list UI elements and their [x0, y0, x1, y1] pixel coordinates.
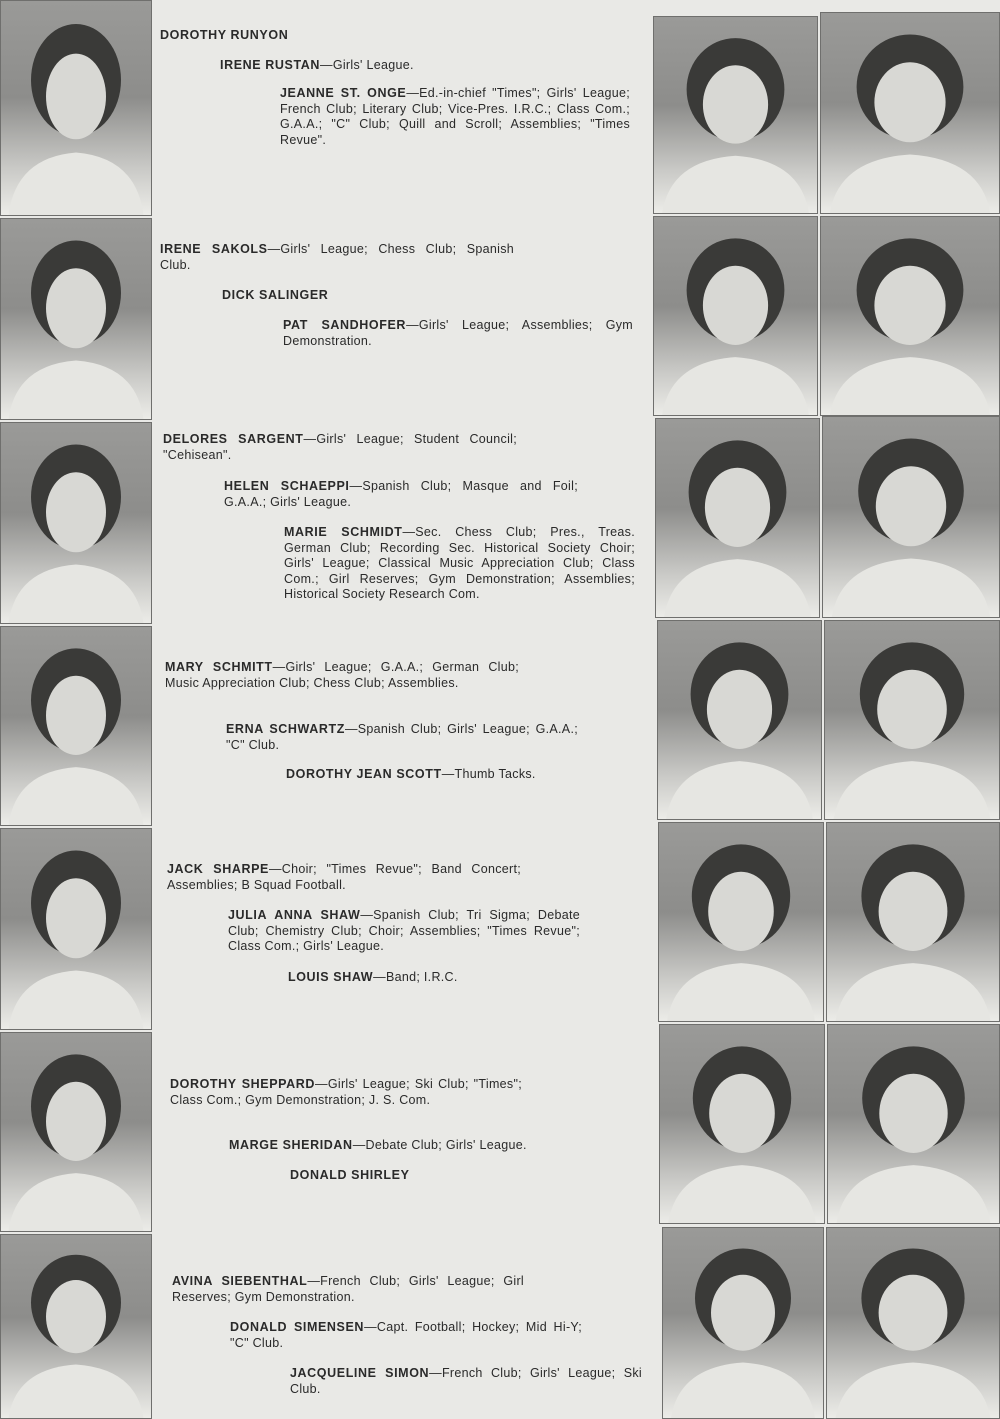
student-entry — [163, 432, 517, 463]
student-activities: —Debate Club; Girls' League. — [352, 1138, 527, 1152]
student-activities: —Girls' League; Chess Club; Spanish Club. — [160, 242, 515, 272]
portrait-silhouette — [1, 829, 151, 1029]
student-name: MARY SCHMITT — [165, 660, 273, 674]
student-activities: —Ed.-in-chief "Times"; Girls' League; French Club; Literary Club; Vice-Pres. I.R.C.; Class Com.; G.A.A.; "C" Club; Quill and Scroll; Assemblies; "Times Revue". — [280, 86, 630, 147]
student-entry — [222, 288, 622, 304]
student-name: MARGE SHERIDAN — [229, 1138, 353, 1152]
portrait-photo — [820, 12, 1000, 214]
portrait-silhouette — [1, 627, 151, 825]
student-name: JULIA ANNA SHAW — [228, 908, 361, 922]
portrait-silhouette — [825, 621, 999, 819]
student-activities: —Thumb Tacks. — [441, 767, 536, 781]
portrait-silhouette — [1, 219, 151, 419]
student-activities: —Girls' League; Student Council; "Cehisean". — [163, 432, 518, 462]
student-entry — [167, 862, 521, 893]
student-activities: —Girls' League; Assemblies; Gym Demonstration. — [283, 318, 634, 348]
portrait-photo — [653, 16, 818, 214]
student-name: DONALD SHIRLEY — [290, 1168, 410, 1182]
portrait-photo — [657, 620, 822, 820]
student-name: JACK SHARPE — [167, 862, 269, 876]
student-activities: —Girls' League. — [320, 58, 414, 72]
portrait-photo — [655, 418, 820, 618]
portrait-silhouette — [658, 621, 821, 819]
student-activities: —Spanish Club; Girls' League; G.A.A.; "C" Club. — [226, 722, 578, 752]
student-name: IRENE SAKOLS — [160, 242, 268, 256]
portrait-photo — [826, 822, 1000, 1022]
student-name: ERNA SCHWARTZ — [226, 722, 345, 736]
student-entry — [288, 970, 628, 986]
student-name: DICK SALINGER — [222, 288, 329, 302]
portrait-silhouette — [654, 17, 817, 213]
student-entry — [230, 1320, 582, 1351]
student-entry — [229, 1138, 609, 1154]
portrait-silhouette — [659, 823, 823, 1021]
student-entry — [224, 479, 578, 510]
portrait-silhouette — [1, 423, 151, 623]
portrait-silhouette — [656, 419, 819, 617]
student-name: JEANNE ST. ONGE — [280, 86, 407, 100]
portrait-photo — [822, 416, 1000, 618]
portrait-photo — [0, 422, 152, 624]
student-entry — [290, 1366, 642, 1397]
student-entry — [280, 86, 630, 148]
portrait-silhouette — [821, 217, 999, 415]
portrait-photo — [826, 1227, 1000, 1419]
student-name: DOROTHY RUNYON — [160, 28, 289, 42]
portrait-silhouette — [654, 217, 817, 415]
student-name: DELORES SARGENT — [163, 432, 304, 446]
student-entry — [160, 28, 580, 44]
portrait-photo — [658, 822, 824, 1022]
student-name: LOUIS SHAW — [288, 970, 374, 984]
portrait-photo — [0, 218, 152, 420]
student-name: PAT SANDHOFER — [283, 318, 407, 332]
portrait-silhouette — [828, 1025, 999, 1223]
student-entry — [286, 767, 636, 783]
portrait-photo — [824, 620, 1000, 820]
portrait-photo — [0, 0, 152, 216]
portrait-photo — [659, 1024, 825, 1224]
student-activities: —Spanish Club; Tri Sigma; Debate Club; Chemistry Club; Choir; Assemblies; "Times Revue"; Class Com.; Girls' League. — [228, 908, 580, 953]
student-name: AVINA SIEBENTHAL — [172, 1274, 308, 1288]
portrait-photo — [827, 1024, 1000, 1224]
student-entry — [172, 1274, 524, 1305]
student-activities: —Sec. Chess Club; Pres., Treas. German Club; Recording Sec. Historical Society Choir; Girls' League; Classical Music Appreciation Club; Class Com.; Girl Reserves; Gym Demonstration; Assemblies; Historical Society Research Com. — [284, 525, 635, 601]
portrait-silhouette — [827, 1228, 999, 1418]
student-activities: —Girls' League; Ski Club; "Times"; Class Com.; Gym Demonstration; J. S. Com. — [170, 1077, 522, 1107]
student-name: DONALD SIMENSEN — [230, 1320, 365, 1334]
portrait-silhouette — [823, 417, 999, 617]
student-entry — [228, 908, 580, 955]
student-entry — [220, 58, 630, 74]
student-name: HELEN SCHAEPPI — [224, 479, 350, 493]
portrait-photo — [0, 626, 152, 826]
student-entry — [165, 660, 519, 691]
portrait-silhouette — [1, 1, 151, 215]
student-activities: —Band; I.R.C. — [373, 970, 458, 984]
portrait-photo — [0, 828, 152, 1030]
student-name: DOROTHY SHEPPARD — [170, 1077, 316, 1091]
student-activities: —Choir; "Times Revue"; Band Concert; Assemblies; B Squad Football. — [167, 862, 522, 892]
student-activities: —French Club; Girls' League; Ski Club. — [290, 1366, 642, 1396]
portrait-photo — [0, 1032, 152, 1232]
portrait-silhouette — [1, 1033, 151, 1231]
portrait-silhouette — [821, 13, 999, 213]
student-activities: —Girls' League; G.A.A.; German Club; Music Appreciation Club; Chess Club; Assemblies. — [165, 660, 519, 690]
student-activities: —Spanish Club; Masque and Foil; G.A.A.; Girls' League. — [224, 479, 578, 509]
student-name: DOROTHY JEAN SCOTT — [286, 767, 442, 781]
student-activities: —French Club; Girls' League; Girl Reserves; Gym Demonstration. — [172, 1274, 525, 1304]
student-entry — [226, 722, 578, 753]
portrait-photo — [0, 1234, 152, 1419]
student-entry — [290, 1168, 630, 1184]
portrait-photo — [653, 216, 818, 416]
student-entry — [284, 525, 635, 603]
portrait-silhouette — [1, 1235, 151, 1418]
portrait-silhouette — [827, 823, 999, 1021]
student-name: IRENE RUSTAN — [220, 58, 321, 72]
student-entry — [170, 1077, 522, 1108]
portrait-silhouette — [660, 1025, 824, 1223]
student-entry — [160, 242, 514, 273]
portrait-silhouette — [663, 1228, 823, 1418]
student-activities: —Capt. Football; Hockey; Mid Hi-Y; "C" Club. — [230, 1320, 583, 1350]
student-entry — [283, 318, 633, 349]
student-name: MARIE SCHMIDT — [284, 525, 403, 539]
portrait-photo — [662, 1227, 824, 1419]
portrait-photo — [820, 216, 1000, 416]
student-name: JACQUELINE SIMON — [290, 1366, 430, 1380]
